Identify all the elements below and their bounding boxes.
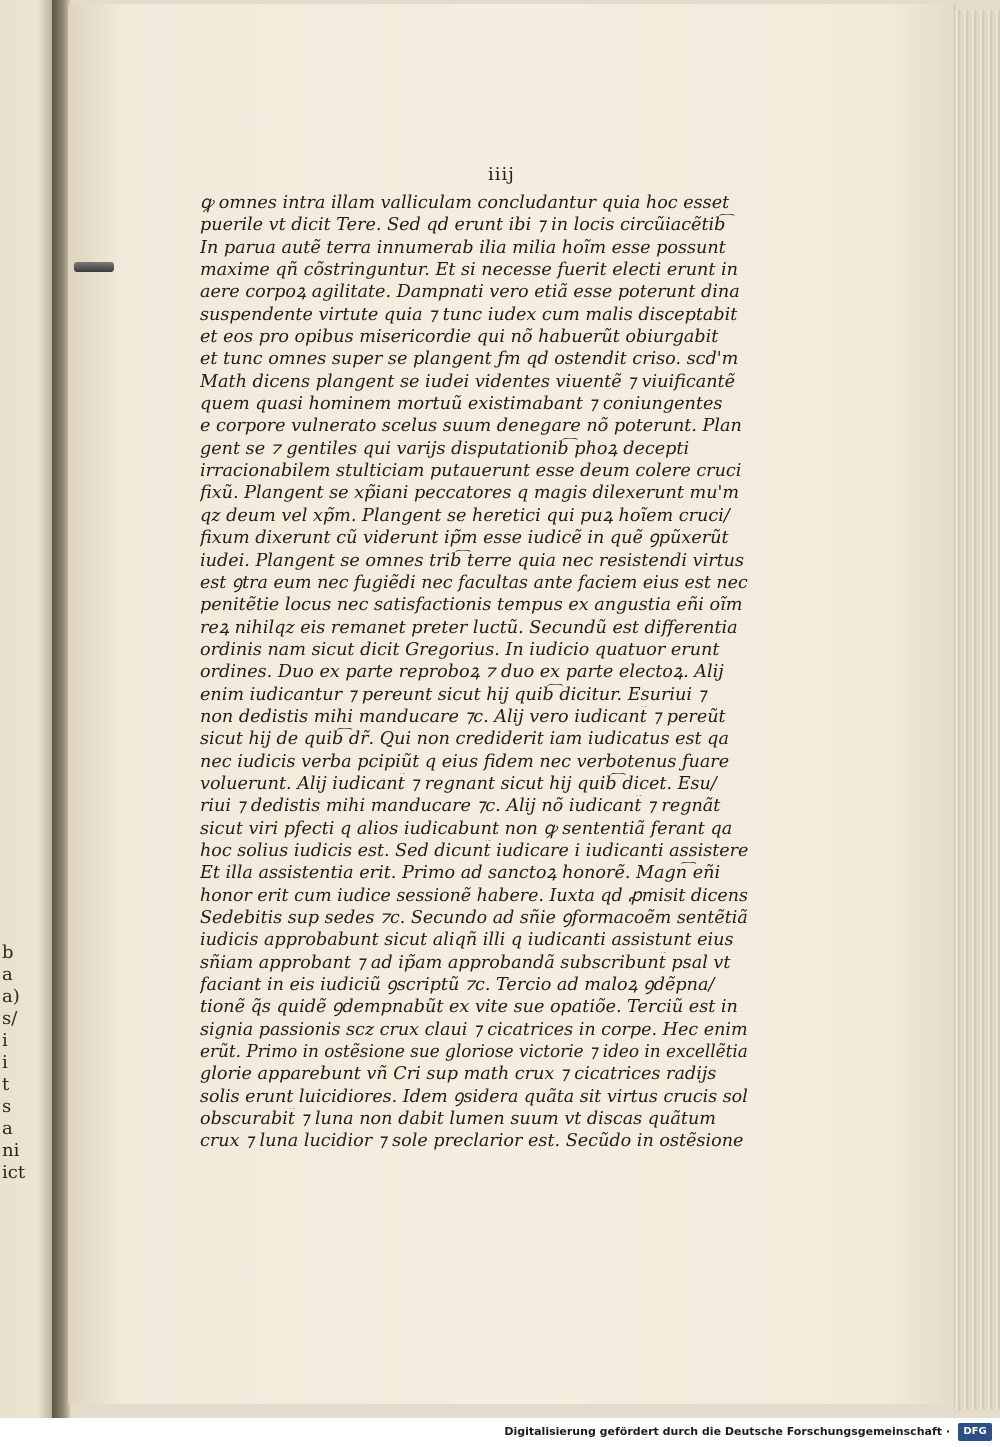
text-line: voluerunt. Alij iudicant̃ ⁊ regnant sicut hij quib͡ dicet. Esu/ bbox=[200, 773, 717, 794]
text-line: In parua autẽ terra innumerab ilia milia hoĩm esse possunt bbox=[200, 237, 726, 258]
margin-fragment: s/ bbox=[2, 1008, 18, 1029]
margin-fragment: a bbox=[2, 1118, 13, 1139]
text-line: e corpore vulnerato scelus suum denegare nõ poterunt. Plan bbox=[200, 416, 742, 437]
page-edges bbox=[954, 10, 1000, 1410]
text-line: Et illa assistentia erit. Primo ad sanctoꝝ honorẽ. Magn͡ eñi bbox=[200, 863, 721, 884]
text-line: erũt. Primo in ostẽsione sue gloriose victorie ⁊ ideo in excellẽtia bbox=[200, 1042, 748, 1063]
text-line: nec iudicis verba pcipiũt q eius fidem nec verbotenus ƒuare bbox=[200, 751, 730, 772]
text-line: puerile vt dicit Tere. Sed qd erunt ibi ⁊ in locis circũiacẽtib͡ bbox=[200, 215, 726, 236]
text-line: reꝝ nihilqz eis remanet preter luctũ. Secundũ est differentia bbox=[200, 617, 738, 638]
text-line: crux ⁊ luna lucidior ⁊ sole preclarior est. Secũdo in ostẽsione bbox=[200, 1131, 744, 1152]
folio-number: iiij bbox=[488, 164, 515, 185]
text-line: ordinis nam sicut dicit Gregorius. In iudicio quatuor erunt bbox=[200, 639, 720, 660]
text-line: sñiam approbant ⁊ ad ip̃am approbandã subscribunt̃ psal vt bbox=[200, 952, 731, 973]
margin-fragment: a bbox=[2, 964, 13, 985]
footer-bar bbox=[0, 1418, 1000, 1447]
text-line: Sedebitis sup sedes ⁊c. Secundo ad sñie ꝯformacoẽm sentẽtiã bbox=[200, 908, 748, 928]
text-line: non dedistis mihi manducare ⁊c. Alij vero iudicant̃ ⁊ pereũt bbox=[200, 706, 726, 727]
main-text-block bbox=[200, 192, 748, 1153]
margin-fragment: ict bbox=[2, 1162, 26, 1183]
text-line: ꝙ omnes intra illam valliculam concludantur quia hoc esset bbox=[200, 193, 730, 213]
text-line: maxime qñ cõstringuntur. Et si necesse fuerit electi erunt in bbox=[200, 260, 738, 281]
text-line: et tunc omnes super se plangent ƒm qd ostendit criso. scd'm bbox=[200, 349, 739, 370]
text-line: et eos pro opibus misericordie qui nõ habuerũt obiurgabit bbox=[200, 327, 719, 348]
margin-fragment: ni bbox=[2, 1140, 20, 1161]
text-line: obscurabit̃ ⁊ luna non dabit lumen suum vt discas quãtum bbox=[200, 1109, 716, 1130]
text-line: penitẽtie locus nec satisfactionis tempus ex angustia eñi oĩm bbox=[200, 595, 743, 616]
margin-fragment: i bbox=[2, 1030, 8, 1051]
text-line: hoc solius iudicis est. Sed dicunt̃ iudicare i iudicanti assistere bbox=[200, 840, 748, 861]
text-line: signia passionis scz crux claui ⁊ cicatrices in corpe. Hec enim bbox=[200, 1019, 748, 1040]
text-line: fixũ. Plangent se xp̃iani peccatores q magis dilexerunt mu'm bbox=[200, 483, 740, 504]
pin-icon bbox=[74, 262, 114, 272]
margin-fragment: s bbox=[2, 1096, 12, 1117]
text-line: solis erunt luicidiores. Idem ꝯsidera quãta sit virtus crucis sol bbox=[200, 1086, 748, 1107]
text-line: glorie apparebunt vñ Cri sup math crux ⁊ cicatrices radijs bbox=[200, 1064, 717, 1085]
margin-fragment: t bbox=[2, 1074, 10, 1095]
text-line: qz deum vel xp̃m. Plangent se heretici qui puꝝ hoĩem cruci/ bbox=[200, 505, 730, 526]
margin-fragment: a) bbox=[2, 986, 20, 1007]
text-line: est ꝯtra eum nec fugiẽdi nec facultas ante faciem eius est nec bbox=[200, 572, 748, 593]
text-line: aere corpoꝝ agilitate. Dampnati vero etiã esse poterunt dina bbox=[200, 282, 740, 303]
left-page-text-fragments bbox=[2, 942, 32, 1184]
text-line: tionẽ q̃s quidẽ ꝯdempnabũt ex vite sue opatiõe. Terciũ est in bbox=[200, 997, 738, 1018]
funding-credit: Digitalisierung gefördert durch die Deutsche Forschungsgemeinschaft · bbox=[504, 1425, 950, 1438]
text-line: suspendente virtute quia ⁊ tunc iudex cum malis disceptabit bbox=[200, 304, 738, 325]
text-line: faciant in eis iudiciũ ꝯscriptũ ⁊c. Tercio ad maloꝝ ꝯdẽpna/ bbox=[200, 975, 715, 996]
margin-fragment: b bbox=[2, 942, 14, 963]
text-line: quem quasi hominem mortuũ existimabant ⁊ coniungentes bbox=[200, 394, 723, 415]
text-line: enim iudicantur ⁊ pereunt sicut hij quib͡ dicitur. Esuriui ⁊ bbox=[200, 684, 707, 705]
dfg-logo-icon: DFG bbox=[958, 1423, 992, 1441]
text-line: irracionabilem stulticiam putauerunt esse deum colere cruci bbox=[200, 461, 742, 482]
text-line: ordines. Duo ex parte reproboꝝ ⁊ duo ex parte electoꝝ. Alij bbox=[200, 662, 724, 683]
text-line: honor erit cum iudice sessionẽ habere. Iuxta qd ꝓmisit dicens bbox=[200, 885, 748, 906]
text-line: Math dicens plangent se iudei videntes viuentẽ ⁊ viuificantẽ bbox=[200, 371, 736, 392]
text-line: fixum dixerunt cũ viderunt ip̃m esse iudicẽ in quẽ ꝯpũxerũt bbox=[200, 528, 729, 549]
text-line: iudicis approbabunt sicut aliqñ illi q iudicanti assistunt eius bbox=[200, 930, 734, 951]
margin-fragment: i bbox=[2, 1052, 8, 1073]
text-line: riui ⁊ dedistis mihi manducare ⁊c. Alij nõ iudicant̃ ⁊ regnãt bbox=[200, 796, 721, 817]
text-line: sicut hij de quib͡ dr̃. Qui non crediderit iam iudicatus est qa bbox=[200, 729, 729, 750]
text-line: sicut viri pfecti q alios iudicabunt non ꝙ sententiã ferant qa bbox=[200, 818, 733, 839]
text-line: gent se ⁊ gentiles qui varijs disputationib͡ phoꝝ decepti bbox=[200, 438, 690, 459]
text-line: iudei. Plangent se omnes trib͡ terre quia nec resistendi virtus bbox=[200, 550, 745, 571]
right-page bbox=[68, 4, 955, 1404]
